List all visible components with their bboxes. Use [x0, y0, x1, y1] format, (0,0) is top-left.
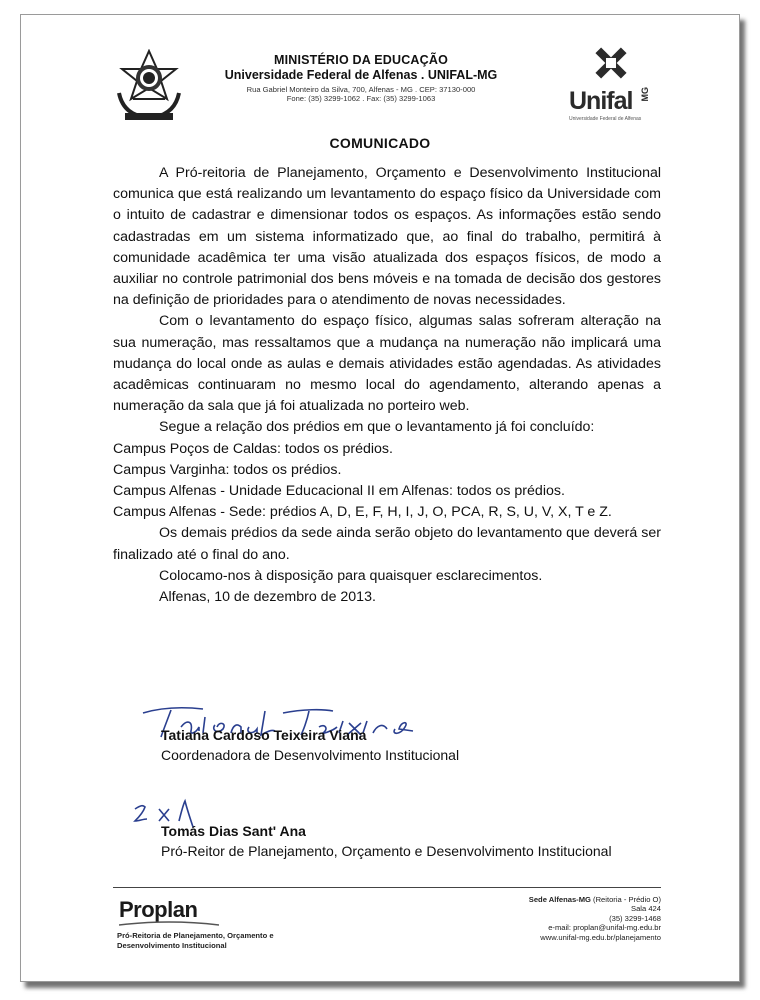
signer-role: Pró-Reitor de Planejamento, Orçamento e Desenvolvimento Institucional	[161, 843, 612, 859]
unifal-mark-icon	[591, 43, 631, 83]
proplan-swoosh-icon	[119, 921, 219, 927]
document-body	[113, 163, 661, 608]
campus-item: Campus Poços de Caldas: todos os prédios.	[113, 440, 393, 457]
footer-building: (Reitoria - Prédio O)	[590, 895, 661, 904]
proplan-logo	[117, 895, 257, 929]
signer-block-2	[161, 821, 612, 861]
department-name-line-1: Pró-Reitoria de Planejamento, Orçamento e	[117, 931, 274, 940]
paragraph-buildings-list-intro: Segue a relação dos prédios em que o levantamento já foi concluído:	[159, 419, 595, 436]
unifal-logo-suffix: MG	[640, 87, 650, 102]
unifal-logo-text: Unifal	[569, 87, 633, 115]
unifal-logo	[569, 43, 659, 123]
paragraph-contact: Colocamo-nos à disposição para quaisquer esclarecimentos.	[159, 567, 543, 584]
department-name-line-2: Desenvolvimento Institucional	[117, 941, 227, 950]
paragraph-numbering: Com o levantamento do espaço físico, algumas salas sofreram alteração na sua numeração, mas ressaltamos que a mudança na numeração não implicará uma mudança do local onde as aulas e demais atividades estão agendadas. As atividades acadêmicas continuaram no mesmo local do agendamento, alterando apenas a numeração da sala que já foi atualizada no porteiro web.	[113, 313, 661, 415]
footer-location	[441, 895, 661, 904]
footer-phone: (35) 3299-1468	[609, 913, 661, 923]
footer-sede: Sede Alfenas-MG	[528, 895, 591, 904]
signer-name: Tomás Dias Sant' Ana	[161, 823, 306, 839]
document-date: Alfenas, 10 de dezembro de 2013.	[159, 589, 376, 606]
ministry-name: MINISTÉRIO DA EDUCAÇÃO	[273, 53, 449, 67]
document-title: COMUNICADO	[329, 135, 431, 151]
university-phone: Fone: (35) 3299-1062 . Fax: (35) 3299-1063	[286, 94, 436, 103]
footer-website: www.unifal-mg.edu.br/planejamento	[540, 932, 661, 942]
footer-contact	[441, 895, 661, 942]
proplan-logo-text: Proplan	[119, 897, 198, 922]
brazil-coat-of-arms-icon	[113, 49, 185, 125]
campus-item: Campus Alfenas - Unidade Educacional II em Alfenas: todos os prédios.	[113, 483, 565, 500]
unifal-logo-subtitle: Universidade Federal de Alfenas	[569, 116, 642, 122]
university-address: Rua Gabriel Monteiro da Silva, 700, Alfenas - MG . CEP: 37130-000	[246, 85, 476, 94]
university-name: Universidade Federal de Alfenas . UNIFAL-MG	[224, 68, 498, 82]
paragraph-intro: A Pró-reitoria de Planejamento, Orçamento e Desenvolvimento Institucional comunica que está realizando um levantamento do espaço físico da Universidade com o intuito de cadastrar e dimensionar todos os espaços. As informações estão sendo cadastradas em um sistema informatizado que, ao final do trabalho, permitirá à comunidade acadêmica ter uma visão atualizada dos espaços físicos, de modo a auxiliar no controle patrimonial dos bens móveis e na tomada de decisão dos gestores na definição de prioridades para o atendimento de novas necessidades.	[113, 165, 661, 309]
campus-item: Campus Alfenas - Sede: prédios A, D, E, F, H, I, J, O, PCA, R, S, U, V, X, T e Z.	[113, 504, 612, 521]
signer-role: Coordenadora de Desenvolvimento Institucional	[161, 747, 460, 763]
signer-name: Tatiana Cardoso Teixeira Viana	[161, 727, 367, 743]
document-page	[20, 14, 740, 982]
campus-item: Campus Varginha: todos os prédios.	[113, 461, 342, 478]
footer-divider	[113, 887, 661, 888]
footer-room: Sala 424	[631, 904, 661, 914]
footer-department	[117, 931, 357, 951]
signer-block-1	[161, 725, 459, 765]
footer-email: e-mail: proplan@unifal-mg.edu.br	[548, 923, 661, 933]
letterhead	[191, 53, 531, 103]
paragraph-remaining: Os demais prédios da sede ainda serão objeto do levantamento que deverá ser finalizado até o final do ano.	[113, 525, 661, 563]
